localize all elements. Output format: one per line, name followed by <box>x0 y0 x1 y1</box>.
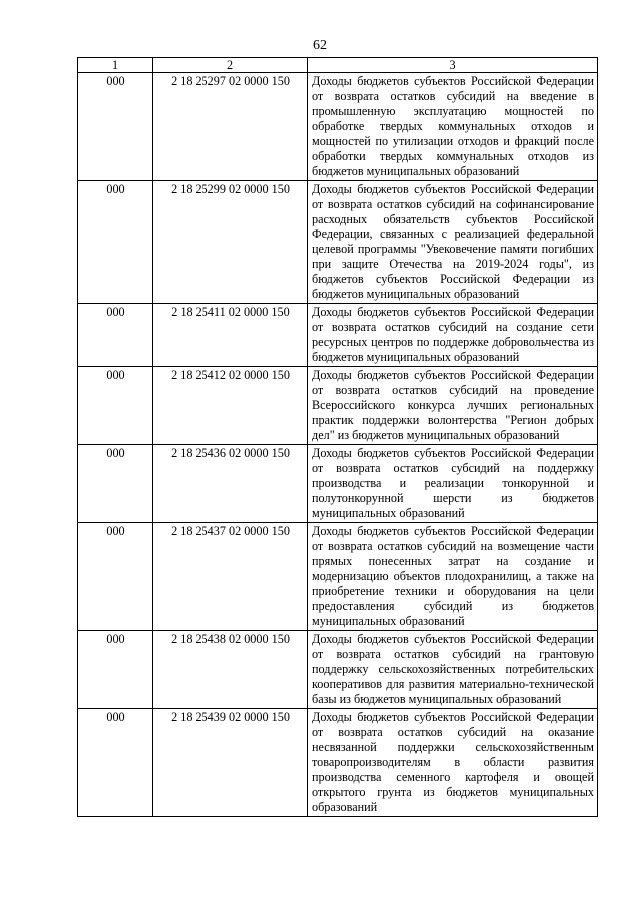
admin-code-cell: 000 <box>78 304 153 367</box>
table-row <box>78 709 598 817</box>
admin-code-cell: 000 <box>78 367 153 445</box>
table-row <box>78 367 598 445</box>
description-cell: Доходы бюджетов субъектов Российской Федерации от возврата остатков субсидий на возмещение части прямых понесенных затрат на создание и модернизацию объектов плодохранилищ, а также на приобретение техники и оборудования на цели предоставления субсидий из бюджетов муниципальных образований <box>308 523 598 631</box>
admin-code-cell: 000 <box>78 181 153 304</box>
description-cell: Доходы бюджетов субъектов Российской Федерации от возврата остатков субсидий на введение в промышленную эксплуатацию мощностей по обработке твердых коммунальных отходов и мощностей по утилизации отходов и фракций после обработки твердых коммунальных отходов из бюджетов муниципальных образований <box>308 73 598 181</box>
budget-code-cell: 2 18 25439 02 0000 150 <box>153 709 308 817</box>
table-row <box>78 304 598 367</box>
budget-code-cell: 2 18 25297 02 0000 150 <box>153 73 308 181</box>
table-row <box>78 631 598 709</box>
budget-code-cell: 2 18 25437 02 0000 150 <box>153 523 308 631</box>
table-row <box>78 445 598 523</box>
page-number: 62 <box>313 38 327 53</box>
budget-code-cell: 2 18 25438 02 0000 150 <box>153 631 308 709</box>
table-header-row <box>78 58 598 73</box>
admin-code-cell: 000 <box>78 523 153 631</box>
budget-code-cell: 2 18 25412 02 0000 150 <box>153 367 308 445</box>
admin-code-cell: 000 <box>78 445 153 523</box>
admin-code-cell: 000 <box>78 73 153 181</box>
admin-code-cell: 000 <box>78 631 153 709</box>
description-cell: Доходы бюджетов субъектов Российской Федерации от возврата остатков субсидий на поддержку производства и реализации тонкорунной и полутонкорунной шерсти из бюджетов муниципальных образований <box>308 445 598 523</box>
column-header-1: 1 <box>78 58 153 73</box>
table-row <box>78 181 598 304</box>
description-cell: Доходы бюджетов субъектов Российской Федерации от возврата остатков субсидий на проведение Всероссийского конкурса лучших региональных практик поддержки волонтерства "Регион добрых дел" из бюджетов муниципальных образований <box>308 367 598 445</box>
column-header-2: 2 <box>153 58 308 73</box>
budget-code-cell: 2 18 25436 02 0000 150 <box>153 445 308 523</box>
budget-code-cell: 2 18 25411 02 0000 150 <box>153 304 308 367</box>
description-cell: Доходы бюджетов субъектов Российской Федерации от возврата остатков субсидий на софинансирование расходных обязательств субъектов Российской Федерации, связанных с реализацией федеральной целевой программы "Увековечение памяти погибших при защите Отечества на 2019-2024 годы", из бюджетов субъектов Российской Федерации из бюджетов муниципальных образований <box>308 181 598 304</box>
description-cell: Доходы бюджетов субъектов Российской Федерации от возврата остатков субсидий на создание сети ресурсных центров по поддержке добровольчества из бюджетов муниципальных образований <box>308 304 598 367</box>
table-row <box>78 73 598 181</box>
admin-code-cell: 000 <box>78 709 153 817</box>
table-row <box>78 523 598 631</box>
description-cell: Доходы бюджетов субъектов Российской Федерации от возврата остатков субсидий на оказание несвязанной поддержки сельскохозяйственным товаропроизводителям в области развития производства семенного картофеля и овощей открытого грунта из бюджетов муниципальных образований <box>308 709 598 817</box>
budget-code-cell: 2 18 25299 02 0000 150 <box>153 181 308 304</box>
description-cell: Доходы бюджетов субъектов Российской Федерации от возврата остатков субсидий на грантовую поддержку сельскохозяйственных потребительских кооперативов для развития материально-технической базы из бюджетов муниципальных образований <box>308 631 598 709</box>
column-header-3: 3 <box>308 58 598 73</box>
budget-revenue-table <box>77 57 598 817</box>
